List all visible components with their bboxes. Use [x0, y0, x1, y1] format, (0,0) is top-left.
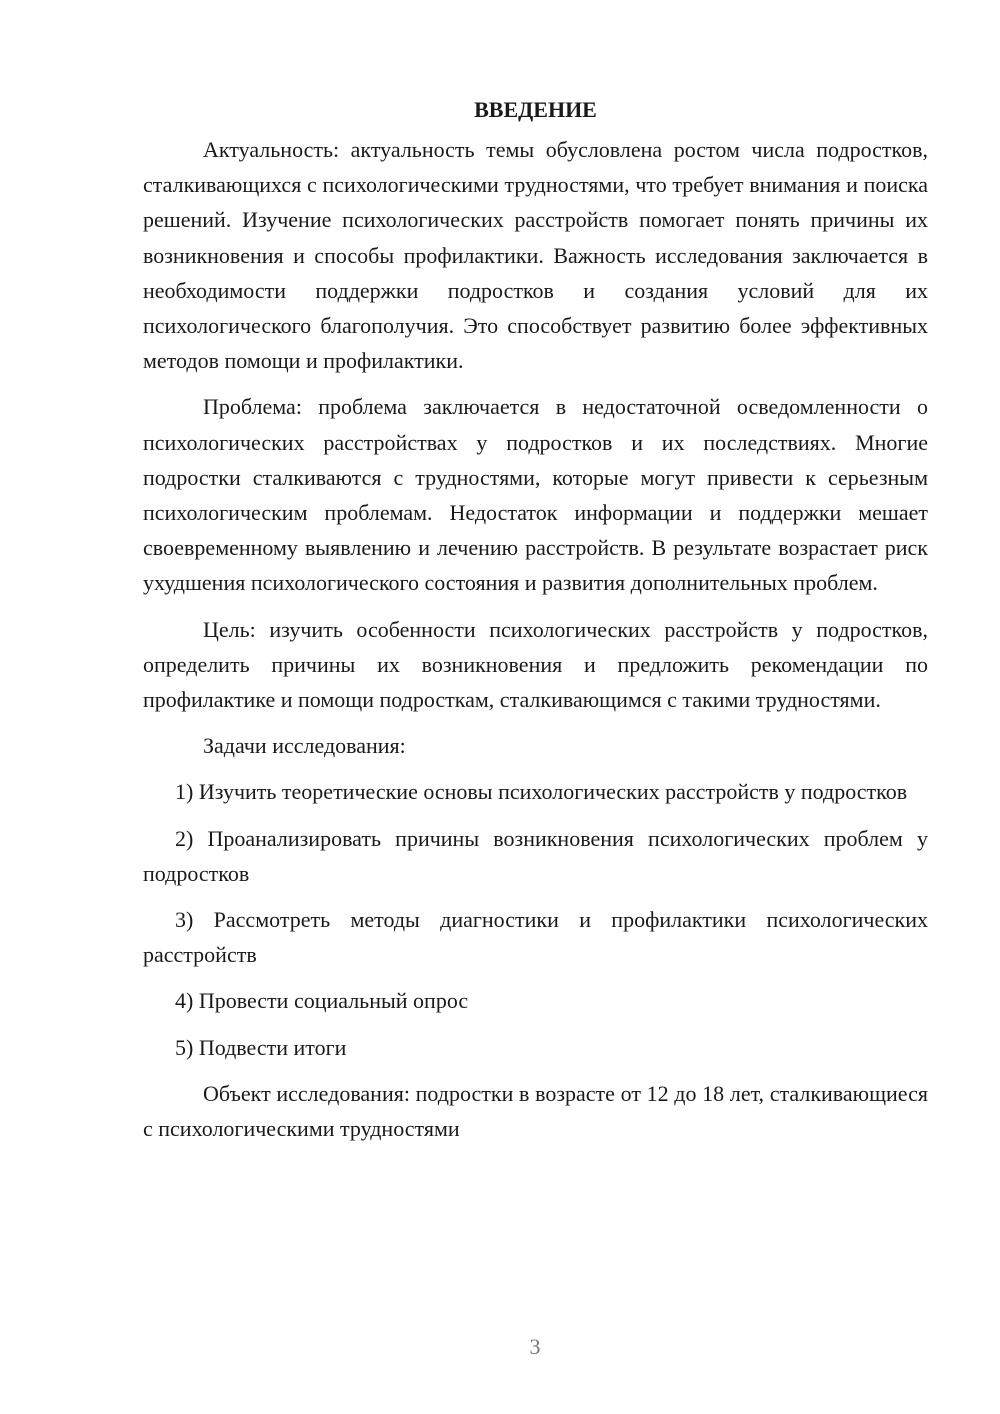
task-item: 1) Изучить теоретические основы психологических расстройств у подростков — [175, 779, 908, 805]
task-item: 2) Проанализировать причины возникновения психологических проблем у подростков — [143, 825, 928, 886]
problem-paragraph: Проблема: проблема заключается в недостаточной осведомленности о психологических расстройствах у подростков и их последствиях. Многие подростки сталкиваются с трудностями, которые могут привести к серьезным психологическим проблемам. Недостаток информации и поддержки мешает своевременному выявлению и лечению расстройств. В результате возрастает риск ухудшения психологического состояния и развития дополнительных проблем. — [143, 394, 928, 596]
tasks-heading: Задачи исследования: — [203, 733, 406, 759]
page-number: 3 — [529, 1334, 541, 1359]
document-page — [143, 96, 928, 1157]
task-item: 5) Подвести итоги — [175, 1034, 347, 1060]
page-title: ВВЕДЕНИЕ — [474, 97, 597, 122]
relevance-paragraph: Актуальность: актуальность темы обусловлена ростом числа подростков, сталкивающихся с психологическими трудностями, что требует внимания и поиска решений. Изучение психологических расстройств помогает понять причины их возникновения и способы профилактики. Важность исследования заключается в необходимости поддержки подростков и создания условий для их психологического благополучия. Это способствует развитию более эффективных методов помощи и профилактики. — [143, 137, 928, 374]
task-item: 3) Рассмотреть методы диагностики и профилактики психологических расстройств — [143, 907, 928, 968]
goal-paragraph: Цель: изучить особенности психологических расстройств у подростков, определить причины их возникновения и предложить рекомендации по профилактике и помощи подросткам, сталкивающимся с такими трудностями. — [143, 616, 928, 713]
tasks-list — [143, 774, 928, 1064]
object-paragraph: Объект исследования: подростки в возрасте от 12 до 18 лет, сталкивающиеся с психологическими трудностями — [143, 1080, 928, 1142]
task-item: 4) Провести социальный опрос — [175, 988, 469, 1014]
